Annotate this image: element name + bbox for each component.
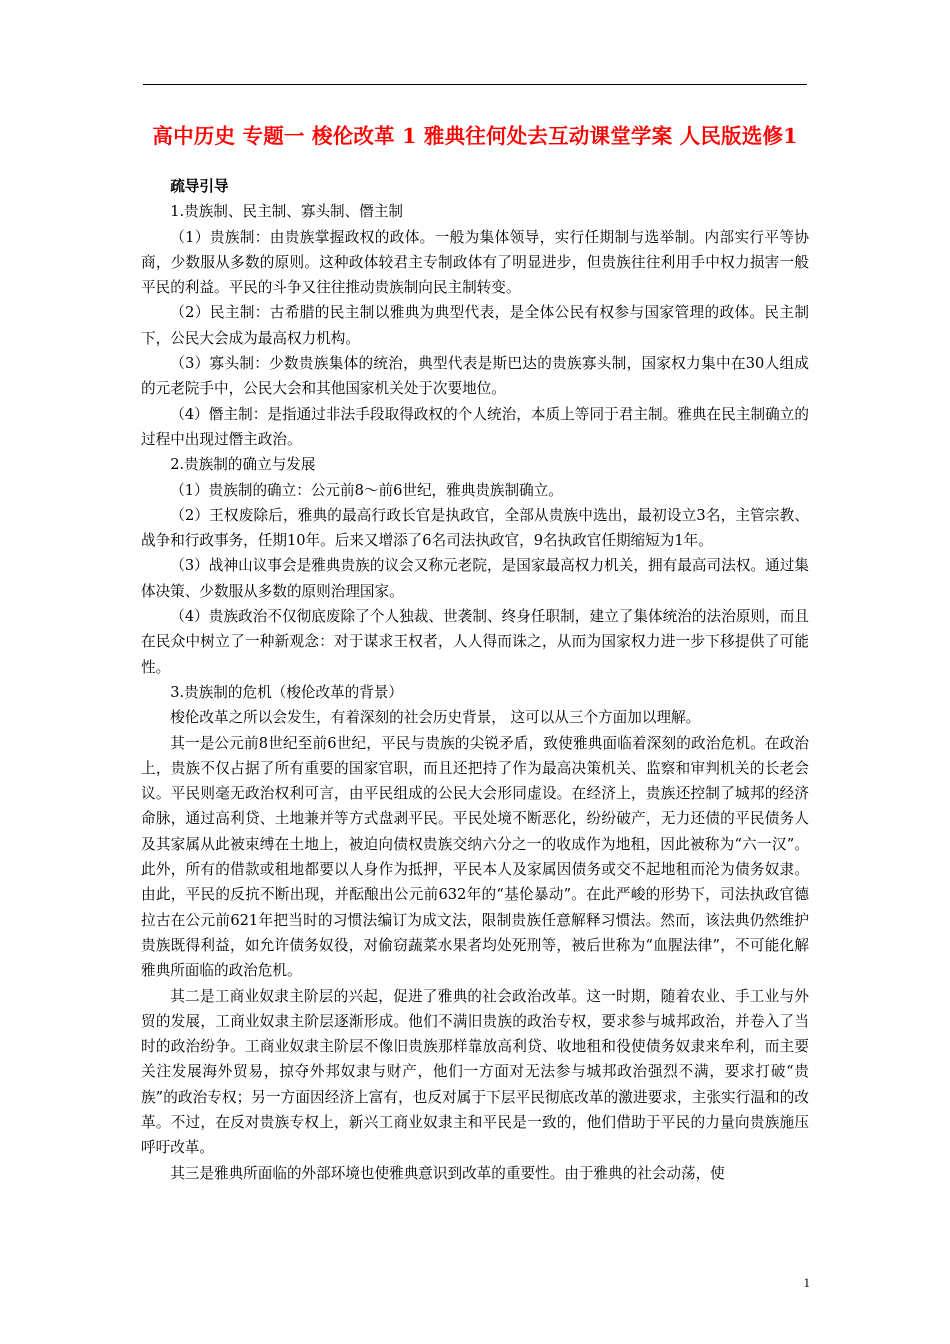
paragraph: （3）战神山议事会是雅典贵族的议会又称元老院，是国家最高权力机关，拥有最高司法权。通过集体决策、少数服从多数的原则治理国家。 xyxy=(141,557,809,600)
paragraph: 梭伦改革之所以会发生，有着深刻的社会历史背景， 这可以从三个方面加以理解。 xyxy=(170,709,701,727)
page-number: 1 xyxy=(803,1275,810,1290)
paragraph: 其一是公元前8世纪至前6世纪，平民与贵族的尖锐矛盾，致使雅典面临着深刻的政治危机。在政治上，贵族不仅占据了所有重要的国家官职，而且还把持了作为最高决策机关、监察和审判机关的长老会议。平民则毫无政治权利可言，由平民组成的公民大会形同虚设。在经济上，贵族还控制了城邦的经济命脉，通过高利贷、土地兼并等方式盘剥平民。平民处境不断恶化，纷纷破产，无力还债的平民债务人及其家属从此被束缚在土地上，被迫向债权贵族交纳六分之一的收成作为地租，因此被称为“六一汉”。此外，所有的借款或租地都要以人身作为抵押，平民本人及家属因债务或交不起地租而沦为债务奴隶。由此，平民的反抗不断出现，并酝酿出公元前632年的“基伦暴动”。在此严峻的形势下，司法执政官德拉古在公元前621年把当时的习惯法编订为成文法，限制贵族任意解释习惯法。然而，该法典仍然维护贵族既得利益，如允许债务奴役，对偷窃蔬菜水果者均处死刑等，被后世称为“血腥法律”，不可能化解雅典所面临的政治危机。 xyxy=(141,734,809,980)
subsection-heading: 3.贵族制的危机（梭伦改革的背景） xyxy=(170,683,404,701)
subsection-heading: 2.贵族制的确立与发展 xyxy=(170,456,316,474)
paragraph: （1）贵族制：由贵族掌握政权的政体。一般为集体领导，实行任期制与选举制。内部实行平等协商，少数服从多数的原则。这种政体较君主专制政体有了明显进步，但贵族往往利用手中权力损害一般平民的利益。平民的斗争又往往推动贵族制向民主制转变。 xyxy=(141,228,809,297)
section-heading: 疏导引导 xyxy=(170,178,229,195)
subsection-heading: 1.贵族制、民主制、寡头制、僭主制 xyxy=(170,203,404,221)
paragraph: 其三是雅典所面临的外部环境也使雅典意识到改革的重要性。由于雅典的社会动荡，使 xyxy=(170,1164,725,1182)
document-title: 高中历史 专题一 梭伦改革 1 雅典往何处去互动课堂学案 人民版选修1 xyxy=(152,124,798,148)
document-body xyxy=(141,174,809,1186)
paragraph: （2）王权废除后，雅典的最高行政长官是执政官，全部从贵族中选出，最初设立3名，主管宗教、战争和行政事务，任期10年。后来又增添了6名司法执政官，9名执政官任期缩短为1年。 xyxy=(141,506,809,550)
paragraph: （2）民主制：古希腊的民主制以雅典为典型代表，是全体公民有权参与国家管理的政体。民主制下，公民大会成为最高权力机构。 xyxy=(141,304,809,347)
paragraph: 其二是工商业奴隶主阶层的兴起，促进了雅典的社会政治改革。这一时期，随着农业、手工业与外贸的发展，工商业奴隶主阶层逐渐形成。他们不满旧贵族的政治专权，要求参与城邦政治，并卷入了当时的政治纷争。工商业奴隶主阶层不像旧贵族那样靠放高利贷、收地租和役使债务奴隶来牟利，而主要关注发展海外贸易，掠夺外邦奴隶与财产，他们一方面对无法参与城邦政治强烈不满，要求打破“贵族”的政治专权；另一方面因经济上富有，也反对属于下层平民彻底改革的激进要求，主张实行温和的改革。不过，在反对贵族专权上，新兴工商业奴隶主和平民是一致的，他们借助于平民的力量向贵族施压呼吁改革。 xyxy=(141,987,809,1157)
paragraph: （4）僭主制：是指通过非法手段取得政权的个人统治，本质上等同于君主制。雅典在民主制确立的过程中出现过僭主政治。 xyxy=(141,405,809,448)
header-rule xyxy=(143,84,807,85)
paragraph: （1）贵族制的确立：公元前8～前6世纪，雅典贵族制确立。 xyxy=(170,481,563,499)
paragraph: （4）贵族政治不仅彻底废除了个人独裁、世袭制、终身任职制，建立了集体统治的法治原则，而且在民众中树立了一种新观念：对于谋求王权者，人人得而诛之，从而为国家权力进一步下移提供了可能性。 xyxy=(141,608,809,676)
paragraph: （3）寡头制：少数贵族集体的统治，典型代表是斯巴达的贵族寡头制，国家权力集中在30人组成的元老院手中，公民大会和其他国家机关处于次要地位。 xyxy=(141,355,809,398)
